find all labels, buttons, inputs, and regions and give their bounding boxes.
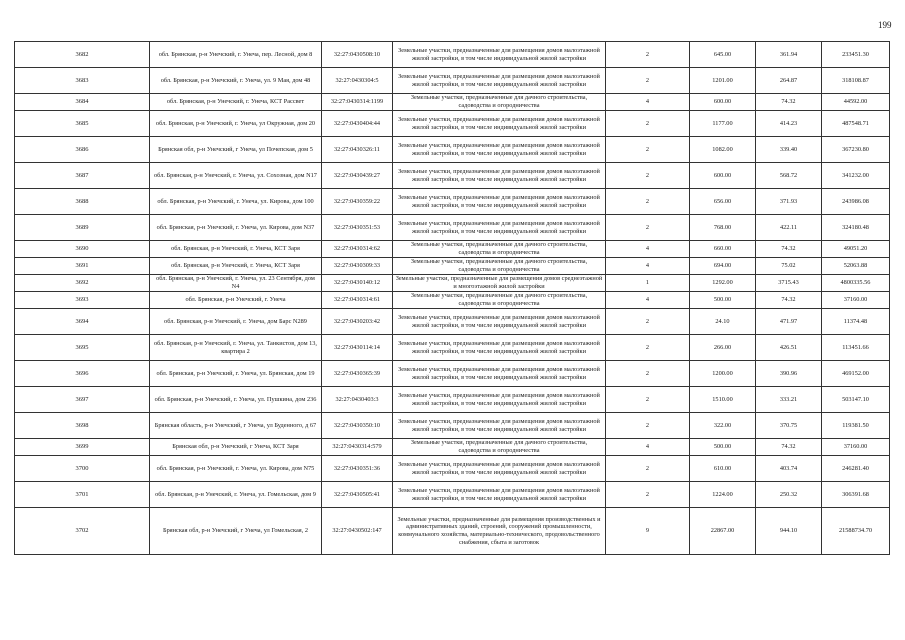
row-number-cell: 3684 <box>15 94 150 111</box>
group-number-cell: 4 <box>606 292 690 309</box>
specific-value-cell: 75.02 <box>756 258 822 275</box>
group-number-cell: 2 <box>606 309 690 335</box>
row-number-cell: 3683 <box>15 68 150 94</box>
land-use-purpose-cell: Земельные участки, предназначенные для размещения домов малоэтажной жилой застройки, в том числе индивидуальной жилой застройки <box>393 163 606 189</box>
area-cell: 266.00 <box>690 335 756 361</box>
cadastral-number-cell: 32:27:0430403:3 <box>322 387 393 413</box>
cadastral-number-cell: 32:27:0430309:33 <box>322 258 393 275</box>
specific-value-cell: 370.75 <box>756 413 822 439</box>
land-use-purpose-cell: Земельные участки, предназначенные для размещения домов малоэтажной жилой застройки, в том числе индивидуальной жилой застройки <box>393 189 606 215</box>
group-number-cell: 2 <box>606 163 690 189</box>
cadastral-value-cell: 4800335.56 <box>822 275 890 292</box>
row-number-cell: 3701 <box>15 482 150 508</box>
address-cell: обл. Брянская, р-н Унечский, г. Унеча <box>150 292 322 309</box>
group-number-cell: 2 <box>606 137 690 163</box>
specific-value-cell: 403.74 <box>756 456 822 482</box>
table-row <box>15 94 890 111</box>
group-number-cell: 2 <box>606 335 690 361</box>
row-number-cell: 3693 <box>15 292 150 309</box>
cadastral-value-cell: 11374.48 <box>822 309 890 335</box>
specific-value-cell: 944.10 <box>756 508 822 555</box>
specific-value-cell: 74.32 <box>756 292 822 309</box>
cadastral-number-cell: 32:27:0430304:5 <box>322 68 393 94</box>
row-number-cell: 3687 <box>15 163 150 189</box>
specific-value-cell: 3715.43 <box>756 275 822 292</box>
specific-value-cell: 339.40 <box>756 137 822 163</box>
cadastral-value-cell: 503147.10 <box>822 387 890 413</box>
land-use-purpose-cell: Земельные участки, предназначенные для размещения домов малоэтажной жилой застройки, в том числе индивидуальной жилой застройки <box>393 137 606 163</box>
address-cell: обл. Брянская, р-н Унечский, г. Унеча, ул. Кирова, дом N37 <box>150 215 322 241</box>
cadastral-value-cell: 119381.50 <box>822 413 890 439</box>
cadastral-value-cell: 113451.66 <box>822 335 890 361</box>
area-cell: 610.00 <box>690 456 756 482</box>
cadastral-number-cell: 32:27:0430505:41 <box>322 482 393 508</box>
group-number-cell: 2 <box>606 68 690 94</box>
cadastral-number-cell: 32:27:0430326:11 <box>322 137 393 163</box>
area-cell: 322.00 <box>690 413 756 439</box>
address-cell: обл. Брянская, р-н Унечский, г. Унеча, ул. Танкистов, дом 13, квартира 2 <box>150 335 322 361</box>
group-number-cell: 2 <box>606 189 690 215</box>
area-cell: 1224.00 <box>690 482 756 508</box>
specific-value-cell: 422.11 <box>756 215 822 241</box>
table-row <box>15 335 890 361</box>
address-cell: Брянская обл, р-н Унечский, г Унеча, ул Почепская, дом 5 <box>150 137 322 163</box>
area-cell: 500.00 <box>690 439 756 456</box>
cadastral-number-cell: 32:27:0430314:62 <box>322 241 393 258</box>
area-cell: 768.00 <box>690 215 756 241</box>
table-row <box>15 309 890 335</box>
cadastral-value-cell: 341232.00 <box>822 163 890 189</box>
row-number-cell: 3702 <box>15 508 150 555</box>
area-cell: 500.00 <box>690 292 756 309</box>
cadastral-number-cell: 32:27:0430350:10 <box>322 413 393 439</box>
table-row <box>15 361 890 387</box>
group-number-cell: 2 <box>606 111 690 137</box>
table-row <box>15 137 890 163</box>
cadastral-value-cell: 469152.00 <box>822 361 890 387</box>
address-cell: обл. Брянская, р-н Унечский, г. Унеча, ул. Кирова, дом 100 <box>150 189 322 215</box>
address-cell: обл. Брянская, р-н Унечский, г. Унеча, КСТ Заря <box>150 258 322 275</box>
land-use-purpose-cell: Земельные участки, предназначенные для размещения домов малоэтажной жилой застройки, в том числе индивидуальной жилой застройки <box>393 215 606 241</box>
cadastral-value-cell: 243986.08 <box>822 189 890 215</box>
row-number-cell: 3698 <box>15 413 150 439</box>
table-row <box>15 482 890 508</box>
area-cell: 1510.00 <box>690 387 756 413</box>
row-number-cell: 3691 <box>15 258 150 275</box>
address-cell: обл. Брянская, р-н Унечский, г. Унеча, ул Окружная, дом 20 <box>150 111 322 137</box>
row-number-cell: 3692 <box>15 275 150 292</box>
table-row <box>15 163 890 189</box>
area-cell: 1200.00 <box>690 361 756 387</box>
specific-value-cell: 390.96 <box>756 361 822 387</box>
cadastral-number-cell: 32:27:0430314:579 <box>322 439 393 456</box>
cadastral-value-cell: 44592.00 <box>822 94 890 111</box>
specific-value-cell: 264.87 <box>756 68 822 94</box>
row-number-cell: 3685 <box>15 111 150 137</box>
cadastral-value-cell: 246281.40 <box>822 456 890 482</box>
land-use-purpose-cell: Земельные участки, предназначенные для размещения производственных и административных зданий, строений, сооружений промышленности, коммунального хозяйства, материально-технического, продовольственного снабжения, сбыта и заготовок <box>393 508 606 555</box>
cadastral-value-cell: 318108.87 <box>822 68 890 94</box>
group-number-cell: 2 <box>606 413 690 439</box>
area-cell: 656.00 <box>690 189 756 215</box>
land-use-purpose-cell: Земельные участки, предназначенные для размещения домов малоэтажной жилой застройки, в том числе индивидуальной жилой застройки <box>393 387 606 413</box>
page-number: 199 <box>878 20 892 30</box>
address-cell: обл. Брянская, р-н Унечский, г. Унеча, ул. Пушкина, дом 236 <box>150 387 322 413</box>
row-number-cell: 3696 <box>15 361 150 387</box>
area-cell: 694.00 <box>690 258 756 275</box>
specific-value-cell: 74.32 <box>756 439 822 456</box>
cadastral-number-cell: 32:27:0430508:10 <box>322 42 393 68</box>
group-number-cell: 2 <box>606 42 690 68</box>
table-row <box>15 275 890 292</box>
area-cell: 600.00 <box>690 94 756 111</box>
land-use-purpose-cell: Земельные участки, предназначенные для размещения домов малоэтажной жилой застройки, в том числе индивидуальной жилой застройки <box>393 42 606 68</box>
table-row <box>15 439 890 456</box>
table-row <box>15 68 890 94</box>
address-cell: обл. Брянская, р-н Унечский, г. Унеча, ул. 23 Сентября, дом N4 <box>150 275 322 292</box>
specific-value-cell: 568.72 <box>756 163 822 189</box>
cadastral-value-cell: 21588734.70 <box>822 508 890 555</box>
group-number-cell: 4 <box>606 439 690 456</box>
cadastral-value-cell: 324180.48 <box>822 215 890 241</box>
cadastral-value-cell: 37160.00 <box>822 292 890 309</box>
row-number-cell: 3690 <box>15 241 150 258</box>
land-use-purpose-cell: Земельные участки, предназначенные для размещения домов среднеэтажной и многоэтажной жилой застройки <box>393 275 606 292</box>
group-number-cell: 4 <box>606 94 690 111</box>
table-body <box>15 42 890 555</box>
table-row <box>15 42 890 68</box>
address-cell: Брянская область, р-н Унечский, г Унеча, ул Буденного, д 67 <box>150 413 322 439</box>
address-cell: обл. Брянская, р-н Унечский, г. Унеча, дом Барс N289 <box>150 309 322 335</box>
row-number-cell: 3682 <box>15 42 150 68</box>
table-row <box>15 111 890 137</box>
cadastral-number-cell: 32:27:0430502:147 <box>322 508 393 555</box>
table-row <box>15 456 890 482</box>
area-cell: 645.00 <box>690 42 756 68</box>
area-cell: 1082.00 <box>690 137 756 163</box>
group-number-cell: 2 <box>606 215 690 241</box>
row-number-cell: 3688 <box>15 189 150 215</box>
group-number-cell: 4 <box>606 258 690 275</box>
specific-value-cell: 426.51 <box>756 335 822 361</box>
group-number-cell: 1 <box>606 275 690 292</box>
row-number-cell: 3699 <box>15 439 150 456</box>
cadastral-number-cell: 32:27:0430314:1199 <box>322 94 393 111</box>
specific-value-cell: 333.21 <box>756 387 822 413</box>
cadastral-number-cell: 32:27:0430359:22 <box>322 189 393 215</box>
address-cell: Брянская обл, р-н Унечский, г Унеча, КСТ Заря <box>150 439 322 456</box>
table-row <box>15 258 890 275</box>
land-use-purpose-cell: Земельные участки, предназначенные для размещения домов малоэтажной жилой застройки, в том числе индивидуальной жилой застройки <box>393 413 606 439</box>
cadastral-value-cell: 52063.88 <box>822 258 890 275</box>
specific-value-cell: 414.23 <box>756 111 822 137</box>
area-cell: 24.10 <box>690 309 756 335</box>
table-row <box>15 241 890 258</box>
row-number-cell: 3694 <box>15 309 150 335</box>
specific-value-cell: 361.94 <box>756 42 822 68</box>
land-use-purpose-cell: Земельные участки, предназначенные для размещения домов малоэтажной жилой застройки, в том числе индивидуальной жилой застройки <box>393 68 606 94</box>
area-cell: 1201.00 <box>690 68 756 94</box>
land-use-purpose-cell: Земельные участки, предназначенные для дачного строительства, садоводства и огородничества <box>393 94 606 111</box>
table-row <box>15 508 890 555</box>
area-cell: 660.00 <box>690 241 756 258</box>
cadastral-value-cell: 233451.30 <box>822 42 890 68</box>
row-number-cell: 3697 <box>15 387 150 413</box>
address-cell: обл. Брянская, р-н Унечский, г. Унеча, ул. Гомельская, дом 9 <box>150 482 322 508</box>
row-number-cell: 3689 <box>15 215 150 241</box>
cadastral-number-cell: 32:27:0430114:14 <box>322 335 393 361</box>
cadastral-registry-table <box>14 41 890 555</box>
land-use-purpose-cell: Земельные участки, предназначенные для размещения домов малоэтажной жилой застройки, в том числе индивидуальной жилой застройки <box>393 335 606 361</box>
group-number-cell: 2 <box>606 387 690 413</box>
table-row <box>15 387 890 413</box>
area-cell: 600.00 <box>690 163 756 189</box>
group-number-cell: 2 <box>606 361 690 387</box>
cadastral-value-cell: 306391.68 <box>822 482 890 508</box>
address-cell: обл. Брянская, р-н Унечский, г. Унеча, КСТ Рассвет <box>150 94 322 111</box>
specific-value-cell: 74.32 <box>756 241 822 258</box>
area-cell: 1177.00 <box>690 111 756 137</box>
table-row <box>15 189 890 215</box>
land-use-purpose-cell: Земельные участки, предназначенные для размещения домов малоэтажной жилой застройки, в том числе индивидуальной жилой застройки <box>393 456 606 482</box>
cadastral-value-cell: 487548.71 <box>822 111 890 137</box>
address-cell: обл. Брянская, р-н Унечский, г. Унеча, КСТ Заря <box>150 241 322 258</box>
table-row <box>15 215 890 241</box>
cadastral-number-cell: 32:27:0430404:44 <box>322 111 393 137</box>
area-cell: 1292.00 <box>690 275 756 292</box>
land-use-purpose-cell: Земельные участки, предназначенные для дачного строительства, садоводства и огородничества <box>393 439 606 456</box>
cadastral-number-cell: 32:27:0430365:39 <box>322 361 393 387</box>
address-cell: Брянская обл, р-н Унечский, г Унеча, ул Гомельская, 2 <box>150 508 322 555</box>
cadastral-number-cell: 32:27:0430203:42 <box>322 309 393 335</box>
row-number-cell: 3686 <box>15 137 150 163</box>
table-row <box>15 292 890 309</box>
cadastral-value-cell: 49051.20 <box>822 241 890 258</box>
cadastral-number-cell: 32:27:0430351:36 <box>322 456 393 482</box>
address-cell: обл. Брянская, р-н Унечский, г. Унеча, ул. Брянская, дом 19 <box>150 361 322 387</box>
land-use-purpose-cell: Земельные участки, предназначенные для дачного строительства, садоводства и огородничества <box>393 292 606 309</box>
land-use-purpose-cell: Земельные участки, предназначенные для размещения домов малоэтажной жилой застройки, в том числе индивидуальной жилой застройки <box>393 309 606 335</box>
land-use-purpose-cell: Земельные участки, предназначенные для размещения домов малоэтажной жилой застройки, в том числе индивидуальной жилой застройки <box>393 482 606 508</box>
group-number-cell: 2 <box>606 482 690 508</box>
group-number-cell: 2 <box>606 456 690 482</box>
address-cell: обл. Брянская, р-н Унечский, г. Унеча, ул. Сохозная, дом N17 <box>150 163 322 189</box>
cadastral-number-cell: 32:27:0430439:27 <box>322 163 393 189</box>
cadastral-number-cell: 32:27:0430140:12 <box>322 275 393 292</box>
cadastral-value-cell: 367230.80 <box>822 137 890 163</box>
specific-value-cell: 74.32 <box>756 94 822 111</box>
land-use-purpose-cell: Земельные участки, предназначенные для дачного строительства, садоводства и огородничества <box>393 258 606 275</box>
group-number-cell: 4 <box>606 241 690 258</box>
specific-value-cell: 250.32 <box>756 482 822 508</box>
specific-value-cell: 471.97 <box>756 309 822 335</box>
land-use-purpose-cell: Земельные участки, предназначенные для дачного строительства, садоводства и огородничества <box>393 241 606 258</box>
land-use-purpose-cell: Земельные участки, предназначенные для размещения домов малоэтажной жилой застройки, в том числе индивидуальной жилой застройки <box>393 361 606 387</box>
address-cell: обл. Брянская, р-н Унечский, г. Унеча, ул. Кирова, дом N75 <box>150 456 322 482</box>
cadastral-number-cell: 32:27:0430351:53 <box>322 215 393 241</box>
row-number-cell: 3695 <box>15 335 150 361</box>
cadastral-number-cell: 32:27:0430314:61 <box>322 292 393 309</box>
area-cell: 22867.00 <box>690 508 756 555</box>
address-cell: обл. Брянская, р-н Унечский, г. Унеча, пер. Лесной, дом 8 <box>150 42 322 68</box>
group-number-cell: 9 <box>606 508 690 555</box>
specific-value-cell: 371.93 <box>756 189 822 215</box>
table-row <box>15 413 890 439</box>
cadastral-value-cell: 37160.00 <box>822 439 890 456</box>
row-number-cell: 3700 <box>15 456 150 482</box>
land-use-purpose-cell: Земельные участки, предназначенные для размещения домов малоэтажной жилой застройки, в том числе индивидуальной жилой застройки <box>393 111 606 137</box>
address-cell: обл. Брянская, р-н Унечский, г. Унеча, ул. 9 Мая, дом 48 <box>150 68 322 94</box>
